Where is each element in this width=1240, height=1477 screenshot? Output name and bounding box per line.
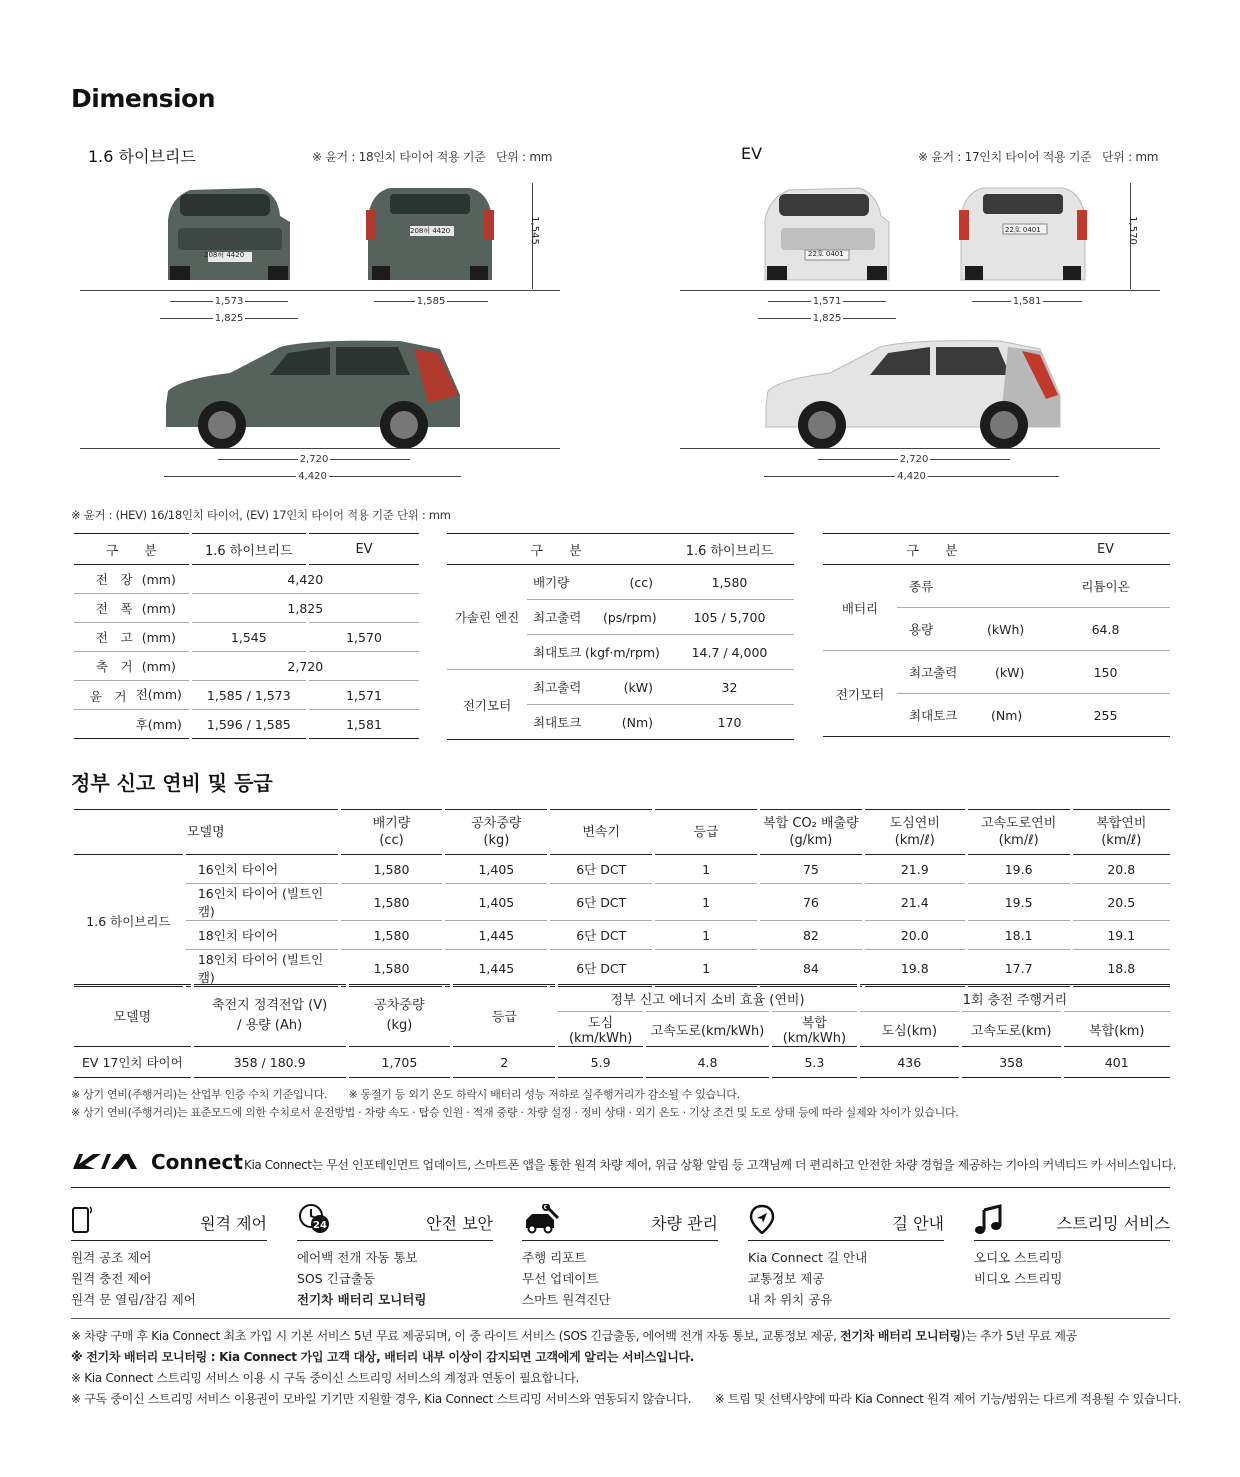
connect-wordmark: Connect — [151, 1150, 243, 1174]
feature-title: 길 안내 — [892, 1214, 944, 1233]
fuel-cell: 1 — [654, 855, 759, 884]
fuel-cell: 1,445 — [444, 950, 549, 987]
ev-cell: 2 — [452, 1047, 557, 1078]
fuel-cell: 1,445 — [444, 921, 549, 950]
ev-width-dim: 1,825 — [758, 313, 896, 324]
hev-side-ground-line — [80, 448, 560, 449]
feature-item: 내 차 위치 공유 — [748, 1292, 833, 1307]
ev-height-label: 1,570 — [1126, 216, 1138, 245]
th-category: 구 분 — [73, 534, 191, 565]
location-pin-icon — [748, 1204, 776, 1234]
feature-item: 스마트 원격진단 — [522, 1292, 611, 1307]
hev-front-plate: 208허 4420 — [204, 251, 245, 259]
fuel-cell: 21.9 — [863, 855, 966, 884]
fuel-cell: 76 — [758, 884, 863, 921]
dimension-table — [71, 533, 419, 739]
feature-item: 교통정보 제공 — [748, 1271, 825, 1286]
fuel-cell: 19.8 — [863, 950, 966, 987]
fuel-cell: 18.1 — [966, 921, 1071, 950]
ev-label: EV — [741, 144, 763, 163]
fuel-cell: 82 — [758, 921, 863, 950]
ev-cell: 358 — [960, 1047, 1062, 1078]
hev-side-image — [160, 335, 466, 450]
page-title: Dimension — [71, 84, 216, 113]
fuel-cell: 20.8 — [1071, 855, 1170, 884]
fuel-title: 정부 신고 연비 및 등급 — [71, 771, 273, 795]
table-row: 가솔린 엔진 배기량 (cc) 1,580 — [447, 565, 794, 600]
ev-subheader-cell: 복합(km/kWh) — [770, 1012, 858, 1047]
fuel-header-cell: 복합 CO₂ 배출량 (g/km) — [758, 810, 863, 855]
ev-subheader-cell: 복합(km) — [1062, 1012, 1170, 1047]
th-category: 구 분 — [823, 534, 1041, 565]
th-ev: EV — [1041, 534, 1170, 565]
table-row: 전 장 (mm) 4,420 — [73, 565, 420, 594]
connect-description: Kia Connect는 무선 인포테인먼트 업데이트, 스마트폰 앱을 통한 원격 차량 제어, 위급 상황 알림 등 고객님께 더 편리하고 안전한 차량 경험을 제공하는 기아의 커넥티드 카 서비스입니다. — [244, 1158, 1177, 1172]
table-row: 최대토크 (kgf·m/rpm) 14.7 / 4,000 — [447, 635, 794, 670]
hev-ground-line — [80, 290, 560, 291]
ev-cell: 5.3 — [770, 1047, 858, 1078]
footer-line-1: ※ 차량 구매 후 Kia Connect 최초 가입 시 기본 서비스 5년 무료 제공되며, 이 중 라이트 서비스 (SOS 긴급출동, 에어백 전개 자동 통보, 교통정보 제공, 전기차 배터리 모니터링)는 추가 5년 무료 제공 — [71, 1329, 1077, 1343]
hev-height-label: 1,545 — [528, 216, 540, 245]
footer-line-2: ※ 전기차 배터리 모니터링 : Kia Connect 가입 고객 대상, 배터리 내부 이상이 감지되면 고객에게 알리는 서비스입니다. — [71, 1350, 695, 1364]
table-row: 윤 거 전(mm) 1,585 / 1,573 1,571 — [73, 681, 420, 710]
feature-item: 원격 문 열림/잠김 제어 — [71, 1292, 196, 1307]
table-row: 후(mm) 1,596 / 1,585 1,581 — [73, 710, 420, 739]
fuel-cell: 19.6 — [966, 855, 1071, 884]
feature-item: 에어백 전개 자동 통보 — [297, 1250, 418, 1265]
table-row — [73, 1047, 1171, 1078]
feature-title: 안전 보안 — [426, 1214, 493, 1233]
ev-subheader-cell: 고속도로(km/kWh) — [645, 1012, 771, 1047]
tire-option: 18인치 타이어 (빌트인 캠) — [184, 950, 339, 987]
fuel-cell: 19.1 — [1071, 921, 1170, 950]
table-row: 전 폭 (mm) 1,825 — [73, 594, 420, 623]
model-name: 1.6 하이브리드 — [73, 855, 185, 987]
kia-connect-logo — [71, 1150, 243, 1174]
ev-note: ※ 윤거 : 17인치 타이어 적용 기준 단위 : mm — [918, 150, 1159, 164]
table-row: 배터리 종류 리튬이온 — [823, 565, 1170, 608]
fuel-note-2: ※ 상기 연비(주행거리)는 표준모드에 의한 수치로서 운전방법 · 차량 속도 · 탑승 인원 · 적재 중량 · 차량 설정 · 정비 상태 · 외기 온도 · 기상 조건 및 도로 상태 등에 따라 실제와 차이가 있습니다. — [71, 1106, 959, 1119]
fuel-header-cell: 모델명 — [73, 810, 340, 855]
fuel-header-cell: 도심연비 (km/ℓ) — [863, 810, 966, 855]
fuel-cell: 18.8 — [1071, 950, 1170, 987]
fuel-cell: 19.5 — [966, 884, 1071, 921]
feature-3 — [522, 1198, 718, 1310]
fuel-table — [71, 809, 1170, 987]
fuel-cell: 17.7 — [966, 950, 1071, 987]
fuel-cell: 1,580 — [339, 950, 444, 987]
fuel-header-cell: 배기량 (cc) — [339, 810, 444, 855]
fuel-cell: 20.0 — [863, 921, 966, 950]
feature-4 — [748, 1198, 944, 1310]
ev-cell: 1,705 — [347, 1047, 452, 1078]
fuel-cell: 20.5 — [1071, 884, 1170, 921]
ev-subheader-cell: 도심(km) — [858, 1012, 960, 1047]
fuel-cell: 6단 DCT — [549, 921, 654, 950]
divider — [71, 1187, 1170, 1188]
ev-side-ground-line — [680, 448, 1160, 449]
table-row: 전 고 (mm) 1,545 1,570 — [73, 623, 420, 652]
ev-ground-line — [680, 290, 1160, 291]
fuel-cell: 1,405 — [444, 855, 549, 884]
ev-length-dim: 4,420 — [764, 471, 1059, 482]
fuel-cell: 75 — [758, 855, 863, 884]
table-row: 용량 (kWh) 64.8 — [823, 608, 1170, 651]
feature-item: 무선 업데이트 — [522, 1271, 599, 1286]
feature-item: 주행 리포트 — [522, 1250, 587, 1265]
ev-side-image — [760, 335, 1066, 450]
tire-option: 18인치 타이어 — [184, 921, 339, 950]
kia-logo-icon — [71, 1151, 145, 1173]
table-row: 전기모터 최고출력 (kW) 150 — [823, 651, 1170, 694]
fuel-header-cell: 복합연비 (km/ℓ) — [1071, 810, 1170, 855]
feature-item: 오디오 스트리밍 — [974, 1250, 1063, 1265]
feature-5 — [974, 1198, 1170, 1289]
feature-2 — [297, 1198, 493, 1310]
feature-item: SOS 긴급출동 — [297, 1271, 375, 1286]
fuel-cell: 1,580 — [339, 884, 444, 921]
tire-option: 16인치 타이어 (빌트인 캠) — [184, 884, 339, 921]
phone-icon — [71, 1204, 95, 1234]
fuel-cell: 21.4 — [863, 884, 966, 921]
table-row — [73, 921, 1171, 950]
fuel-table-header — [73, 810, 1171, 855]
fuel-cell: 1,580 — [339, 855, 444, 884]
feature-item: 비디오 스트리밍 — [974, 1271, 1063, 1286]
fuel-cell: 1 — [654, 950, 759, 987]
fuel-cell: 6단 DCT — [549, 855, 654, 884]
ev-cell: 436 — [858, 1047, 960, 1078]
hev-front-tread-dim: 1,573 — [170, 296, 288, 307]
feature-item: Kia Connect 길 안내 — [748, 1250, 868, 1265]
table-row: 최대토크 (Nm) 170 — [447, 705, 794, 740]
th-hev: 1.6 하이브리드 — [665, 534, 794, 565]
divider — [71, 1318, 1170, 1319]
hev-note: ※ 윤거 : 18인치 타이어 적용 기준 단위 : mm — [312, 150, 553, 164]
ev-battery-table — [823, 533, 1170, 737]
engine-table — [447, 533, 794, 740]
table-row: 전기모터 최고출력 (kW) 32 — [447, 670, 794, 705]
hev-width-dim: 1,825 — [160, 313, 298, 324]
tire-option: 16인치 타이어 — [184, 855, 339, 884]
svg-text:24: 24 — [313, 1220, 327, 1231]
table-row — [73, 950, 1171, 987]
ev-front-rear-image — [755, 180, 1135, 292]
ev-rear-plate: 22호 0401 — [1005, 226, 1041, 234]
fuel-cell: 6단 DCT — [549, 950, 654, 987]
ev-efficiency-table: 모델명 축전지 정격전압 (V) / 용량 (Ah) 공차중량 (kg) 등급 정부 신고 에너지 소비 효율 (연비) 1회 충전 주행거리 도심(km/kWh) 고속도로(km/kWh) 복합(km/kWh) 도심(km) 고속도로(km) 복합(km) EV 17인치 타이어 358 / 180.9 1,705 2 5.9 4.8 5.3 436 358 401 — [71, 984, 1170, 1078]
table-row: 축 거 (mm) 2,720 — [73, 652, 420, 681]
hev-rear-tread-dim: 1,585 — [374, 296, 488, 307]
feature-title: 원격 제어 — [200, 1214, 267, 1233]
24h-clock-icon — [297, 1202, 331, 1234]
ev-cell: 358 / 180.9 — [192, 1047, 347, 1078]
th-hev: 1.6 하이브리드 — [190, 534, 307, 565]
fuel-cell: 1,405 — [444, 884, 549, 921]
feature-title: 스트리밍 서비스 — [1056, 1214, 1170, 1233]
fuel-header-cell: 공차중량 (kg) — [444, 810, 549, 855]
ev-cell: 401 — [1062, 1047, 1170, 1078]
fuel-cell: 1,580 — [339, 921, 444, 950]
table-row: 최고출력 (ps/rpm) 105 / 5,700 — [447, 600, 794, 635]
th-ev: EV — [308, 534, 419, 565]
footer-line-3: ※ Kia Connect 스트리밍 서비스 이용 시 구독 중이신 스트리밍 서비스의 계정과 연동이 필요합니다. — [71, 1371, 580, 1385]
hev-rear-plate: 208허 4420 — [410, 227, 451, 235]
fuel-header-cell: 변속기 — [549, 810, 654, 855]
feature-item: 원격 공조 제어 — [71, 1250, 152, 1265]
ev-cell: EV 17인치 타이어 — [73, 1047, 193, 1078]
ev-subheader-cell: 도심(km/kWh) — [557, 1012, 645, 1047]
table-row — [73, 855, 1171, 884]
feature-1 — [71, 1198, 267, 1310]
ev-cell: 4.8 — [645, 1047, 771, 1078]
fuel-cell: 84 — [758, 950, 863, 987]
feature-item: 전기차 배터리 모니터링 — [297, 1292, 427, 1307]
fuel-cell: 6단 DCT — [549, 884, 654, 921]
feature-item: 원격 충전 제어 — [71, 1271, 152, 1286]
ev-cell: 5.9 — [557, 1047, 645, 1078]
ev-wheelbase-dim: 2,720 — [818, 454, 1010, 465]
hev-length-dim: 4,420 — [164, 471, 461, 482]
car-wrench-icon — [522, 1204, 562, 1234]
fuel-note-1: ※ 상기 연비(주행거리)는 산업부 인증 수치 기준입니다. ※ 동절기 등 외기 온도 하락시 배터리 성능 저하로 실주행거리가 감소될 수 있습니다. — [71, 1088, 740, 1101]
footer-line-4: ※ 구독 중이신 스트리밍 서비스 이용권이 모바일 기기만 지원할 경우, Kia Connect 스트리밍 서비스와 연동되지 않습니다. ※ 트림 및 선택사양에 따라 Kia Connect 원격 제어 기능/범위는 다르게 적용될 수 있습니다. — [71, 1392, 1182, 1406]
th-category: 구 분 — [447, 534, 665, 565]
ev-rear-tread-dim: 1,581 — [972, 296, 1082, 307]
table-row — [73, 884, 1171, 921]
fuel-header-cell: 고속도로연비 (km/ℓ) — [966, 810, 1071, 855]
ev-front-plate: 22호 0401 — [808, 250, 844, 258]
fuel-cell: 1 — [654, 921, 759, 950]
dimension-note: ※ 윤거 : (HEV) 16/18인치 타이어, (EV) 17인치 타이어 적용 기준 단위 : mm — [71, 508, 451, 522]
table-row: 최대토크 (Nm) 255 — [823, 694, 1170, 737]
ev-subheader-cell: 고속도로(km) — [960, 1012, 1062, 1047]
hev-label: 1.6 하이브리드 — [88, 147, 196, 166]
fuel-header-cell: 등급 — [654, 810, 759, 855]
hev-wheelbase-dim: 2,720 — [218, 454, 410, 465]
hev-front-rear-image — [150, 180, 530, 292]
ev-front-tread-dim: 1,571 — [768, 296, 886, 307]
music-note-icon — [974, 1204, 1004, 1234]
feature-title: 차량 관리 — [651, 1214, 718, 1233]
fuel-cell: 1 — [654, 884, 759, 921]
